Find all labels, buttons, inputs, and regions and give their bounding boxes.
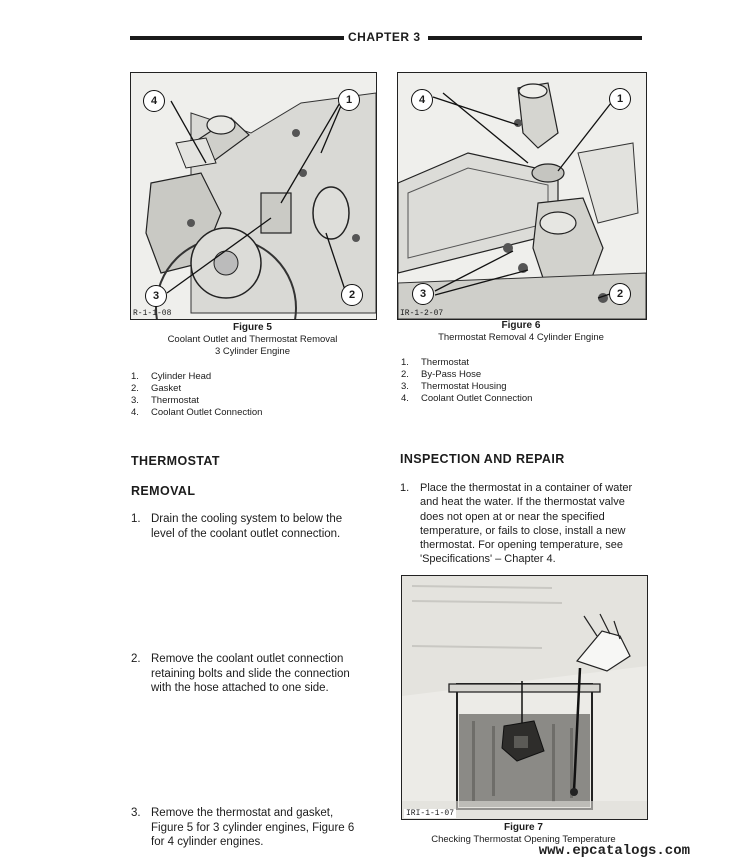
- step-3-line-3: for 4 cylinder engines.: [151, 836, 264, 848]
- figure-7-title: Figure 7: [504, 822, 543, 833]
- figure-6-legend: [401, 357, 641, 405]
- figure-6-image: [397, 72, 647, 320]
- list-item: 1. Cylinder Head: [131, 371, 212, 382]
- figure-5-caption-line2: 3 Cylinder Engine: [215, 346, 290, 357]
- step-1-line-1: Drain the cooling system to below the: [151, 513, 343, 525]
- engine-3cyl-illustration: [131, 73, 376, 319]
- list-item: 3. Thermostat Housing: [401, 381, 507, 392]
- thermostat-test-illustration: [402, 576, 647, 819]
- figure-5-legend: [131, 371, 371, 419]
- figure-5-callout-3: 3: [145, 285, 167, 307]
- figure-5-ref: R-1-1-08: [133, 309, 172, 318]
- list-item: 2. Gasket: [131, 383, 182, 394]
- inspection-line-3: does not open at or near the specified: [420, 510, 605, 523]
- figure-6-callout-2: 2: [609, 283, 631, 305]
- step-2-line-3: with the hose attached to one side.: [151, 682, 329, 694]
- figure-7-caption-text: Checking Thermostat Opening Temperature: [431, 834, 616, 845]
- section-heading-inspection: INSPECTION AND REPAIR: [400, 452, 565, 466]
- section-heading-thermostat: THERMOSTAT: [131, 454, 220, 468]
- figure-6-caption-text: Thermostat Removal 4 Cylinder Engine: [438, 332, 604, 343]
- removal-step-2: 2. Remove the coolant outlet connection retaining bolts and slide the connection with the hose attached to one side.: [131, 653, 350, 694]
- figure-5-title: Figure 5: [233, 322, 272, 333]
- inspection-line-6: 'Specifications' – Chapter 4.: [420, 553, 556, 566]
- figure-6-ref: IR-1-2-07: [400, 309, 444, 318]
- figure-5-callout-4: 4: [143, 90, 165, 112]
- figure-6-callout-1: 1: [609, 88, 631, 110]
- step-2-line-1: Remove the coolant outlet connection: [151, 653, 344, 665]
- figure-6-callout-4: 4: [411, 89, 433, 111]
- inspection-line-4: temperature, or fails to close, install a new: [420, 524, 626, 537]
- list-item: 2. By-Pass Hose: [401, 369, 482, 380]
- step-3-line-1: Remove the thermostat and gasket,: [151, 807, 334, 819]
- inspection-line-5: thermostat. For opening temperature, see: [420, 539, 623, 552]
- chapter-title: CHAPTER 3: [348, 30, 421, 44]
- header-rule-left: [130, 36, 344, 40]
- header-rule-right: [428, 36, 642, 40]
- list-item: 4. Coolant Outlet Connection: [131, 407, 263, 418]
- inspection-line-1: Place the thermostat in a container of water: [420, 482, 633, 494]
- figure-6-callout-3: 3: [412, 283, 434, 305]
- list-item: 4. Coolant Outlet Connection: [401, 393, 533, 404]
- inspection-line-2: and heat the water. If the thermostat valve: [420, 496, 625, 509]
- inspection-step-1: 1. Place the thermostat in a container of water and heat the water. If the thermostat valve does not open at or near the specified temperature, or fails to close, install a new thermostat. For opening temperature, see 'Specifications' – Chapter 4.: [400, 482, 633, 566]
- removal-step-1: 1. Drain the cooling system to below the level of the coolant outlet connection.: [131, 513, 343, 540]
- figure-5-callout-1: 1: [338, 89, 360, 111]
- figure-5-image: [130, 72, 377, 320]
- figure-6-caption: [397, 320, 645, 344]
- watermark-url: www.epcatalogs.com: [538, 843, 690, 859]
- figure-6-title: Figure 6: [501, 320, 541, 331]
- step-3-line-2: Figure 5 for 3 cylinder engines, Figure 6: [151, 821, 355, 834]
- list-item: 3. Thermostat: [131, 395, 200, 406]
- figure-5-caption: [130, 322, 375, 358]
- removal-step-3: 3. Remove the thermostat and gasket, Figure 5 for 3 cylinder engines, Figure 6 for 4 cylinder engines.: [131, 807, 355, 848]
- figure-5-callout-2: 2: [341, 284, 363, 306]
- engine-4cyl-illustration: [398, 73, 646, 319]
- figure-7-image: [401, 575, 648, 820]
- step-2-line-2: retaining bolts and slide the connection: [151, 667, 350, 680]
- subheading-removal: REMOVAL: [131, 484, 196, 498]
- list-item: 1. Thermostat: [401, 357, 470, 368]
- figure-7-ref: IRI-1-1-07: [406, 809, 455, 818]
- step-1-line-2: level of the coolant outlet connection.: [151, 527, 341, 540]
- figure-5-caption-line1: Coolant Outlet and Thermostat Removal: [167, 334, 338, 345]
